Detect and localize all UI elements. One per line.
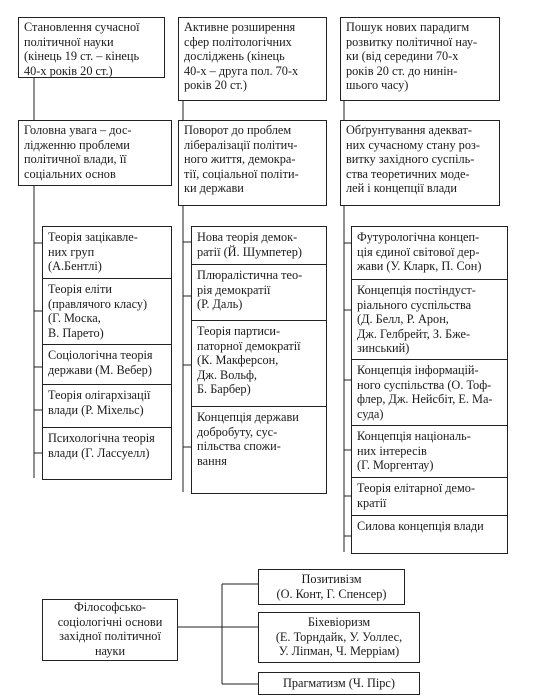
column-3-theories (351, 226, 508, 554)
foundation-item: Позитивізм (О. Конт, Г. Спенсер) (258, 569, 405, 605)
column-3-focus: Обґрунтування адекват- них сучасному стану роз- витку західного суспіль- ства теоретичних моде- лей і концепції влади (340, 120, 500, 206)
theory-card: Силова концепція влади (357, 519, 484, 533)
theory-card: Концепція національ- них інтересів (Г. Моргентау) (352, 426, 507, 478)
foundation-item: Прагматизм (Ч. Пірс) (258, 672, 420, 695)
theory-card: Теорія олігархізації влади (Р. Міхельс) (43, 385, 171, 428)
theory-card: Психологічна теорія влади (Г. Лассуелл) (48, 431, 155, 460)
theory-card: Нова теорія демок- ратії (Й. Шумпетер) (192, 227, 326, 265)
column-3-header: Пошук нових парадигм розвитку політичної нау- ки (від середини 70-х років 20 ст. до нинін- шього часу) (340, 17, 500, 101)
theory-card: Концепція інформацій- ного суспільства (О. Тоф- флер, Дж. Нейсбіт, Е. Ма- суда) (352, 360, 507, 426)
column-1-header: Становлення сучасної політичної науки (кінець 19 ст. – кінець 40-х років 20 ст.) (18, 17, 165, 78)
foundations-title: Філософсько- соціологічні основи західної політичної науки (42, 599, 178, 661)
column-2-focus: Поворот до проблем лібералізації політич- ного життя, демокра- тії, соціальної політи- ки держави (178, 120, 327, 206)
theory-card: Плюралістична тео- рія демократії (Р. Даль) (192, 265, 326, 321)
theory-card: Теорія партиси- паторної демократії (К. Макферсон, Дж. Вольф, Б. Барбер) (192, 321, 326, 407)
column-2-theories (191, 226, 327, 494)
column-2-header: Активне розширення сфер політологічних досліджень (кінець 40-х – друга пол. 70-х років 20 ст.) (178, 17, 327, 101)
theory-card: Теорія еліти (правлячого класу) (Г. Моска, В. Парето) (43, 279, 171, 345)
theory-card: Концепція постіндуст- ріального суспільства (Д. Белл, Р. Арон, Дж. Гелбрейт, З. Бже- зинський) (352, 280, 507, 360)
theory-card: Теорія зацікавле- них груп (А.Бентлі) (43, 227, 171, 279)
column-1-theories (42, 226, 172, 480)
theory-card: Концепція держави добробуту, сус- пільства спожи- вання (197, 410, 299, 468)
foundation-item: Біхевіоризм (Е. Торндайк, У. Уоллес, У. Ліпман, Ч. Мерріам) (258, 612, 420, 663)
theory-card: Соціологічна теорія держави (М. Вебер) (43, 345, 171, 385)
column-1-focus: Головна увага – дос- лідженню проблеми політичної влади, її соціальних основ (18, 120, 172, 186)
theory-card: Футурологічна концеп- ція єдиної світової дер- жави (У. Кларк, П. Сон) (352, 227, 507, 280)
theory-card: Теорія елітарної демо- кратії (352, 478, 507, 516)
